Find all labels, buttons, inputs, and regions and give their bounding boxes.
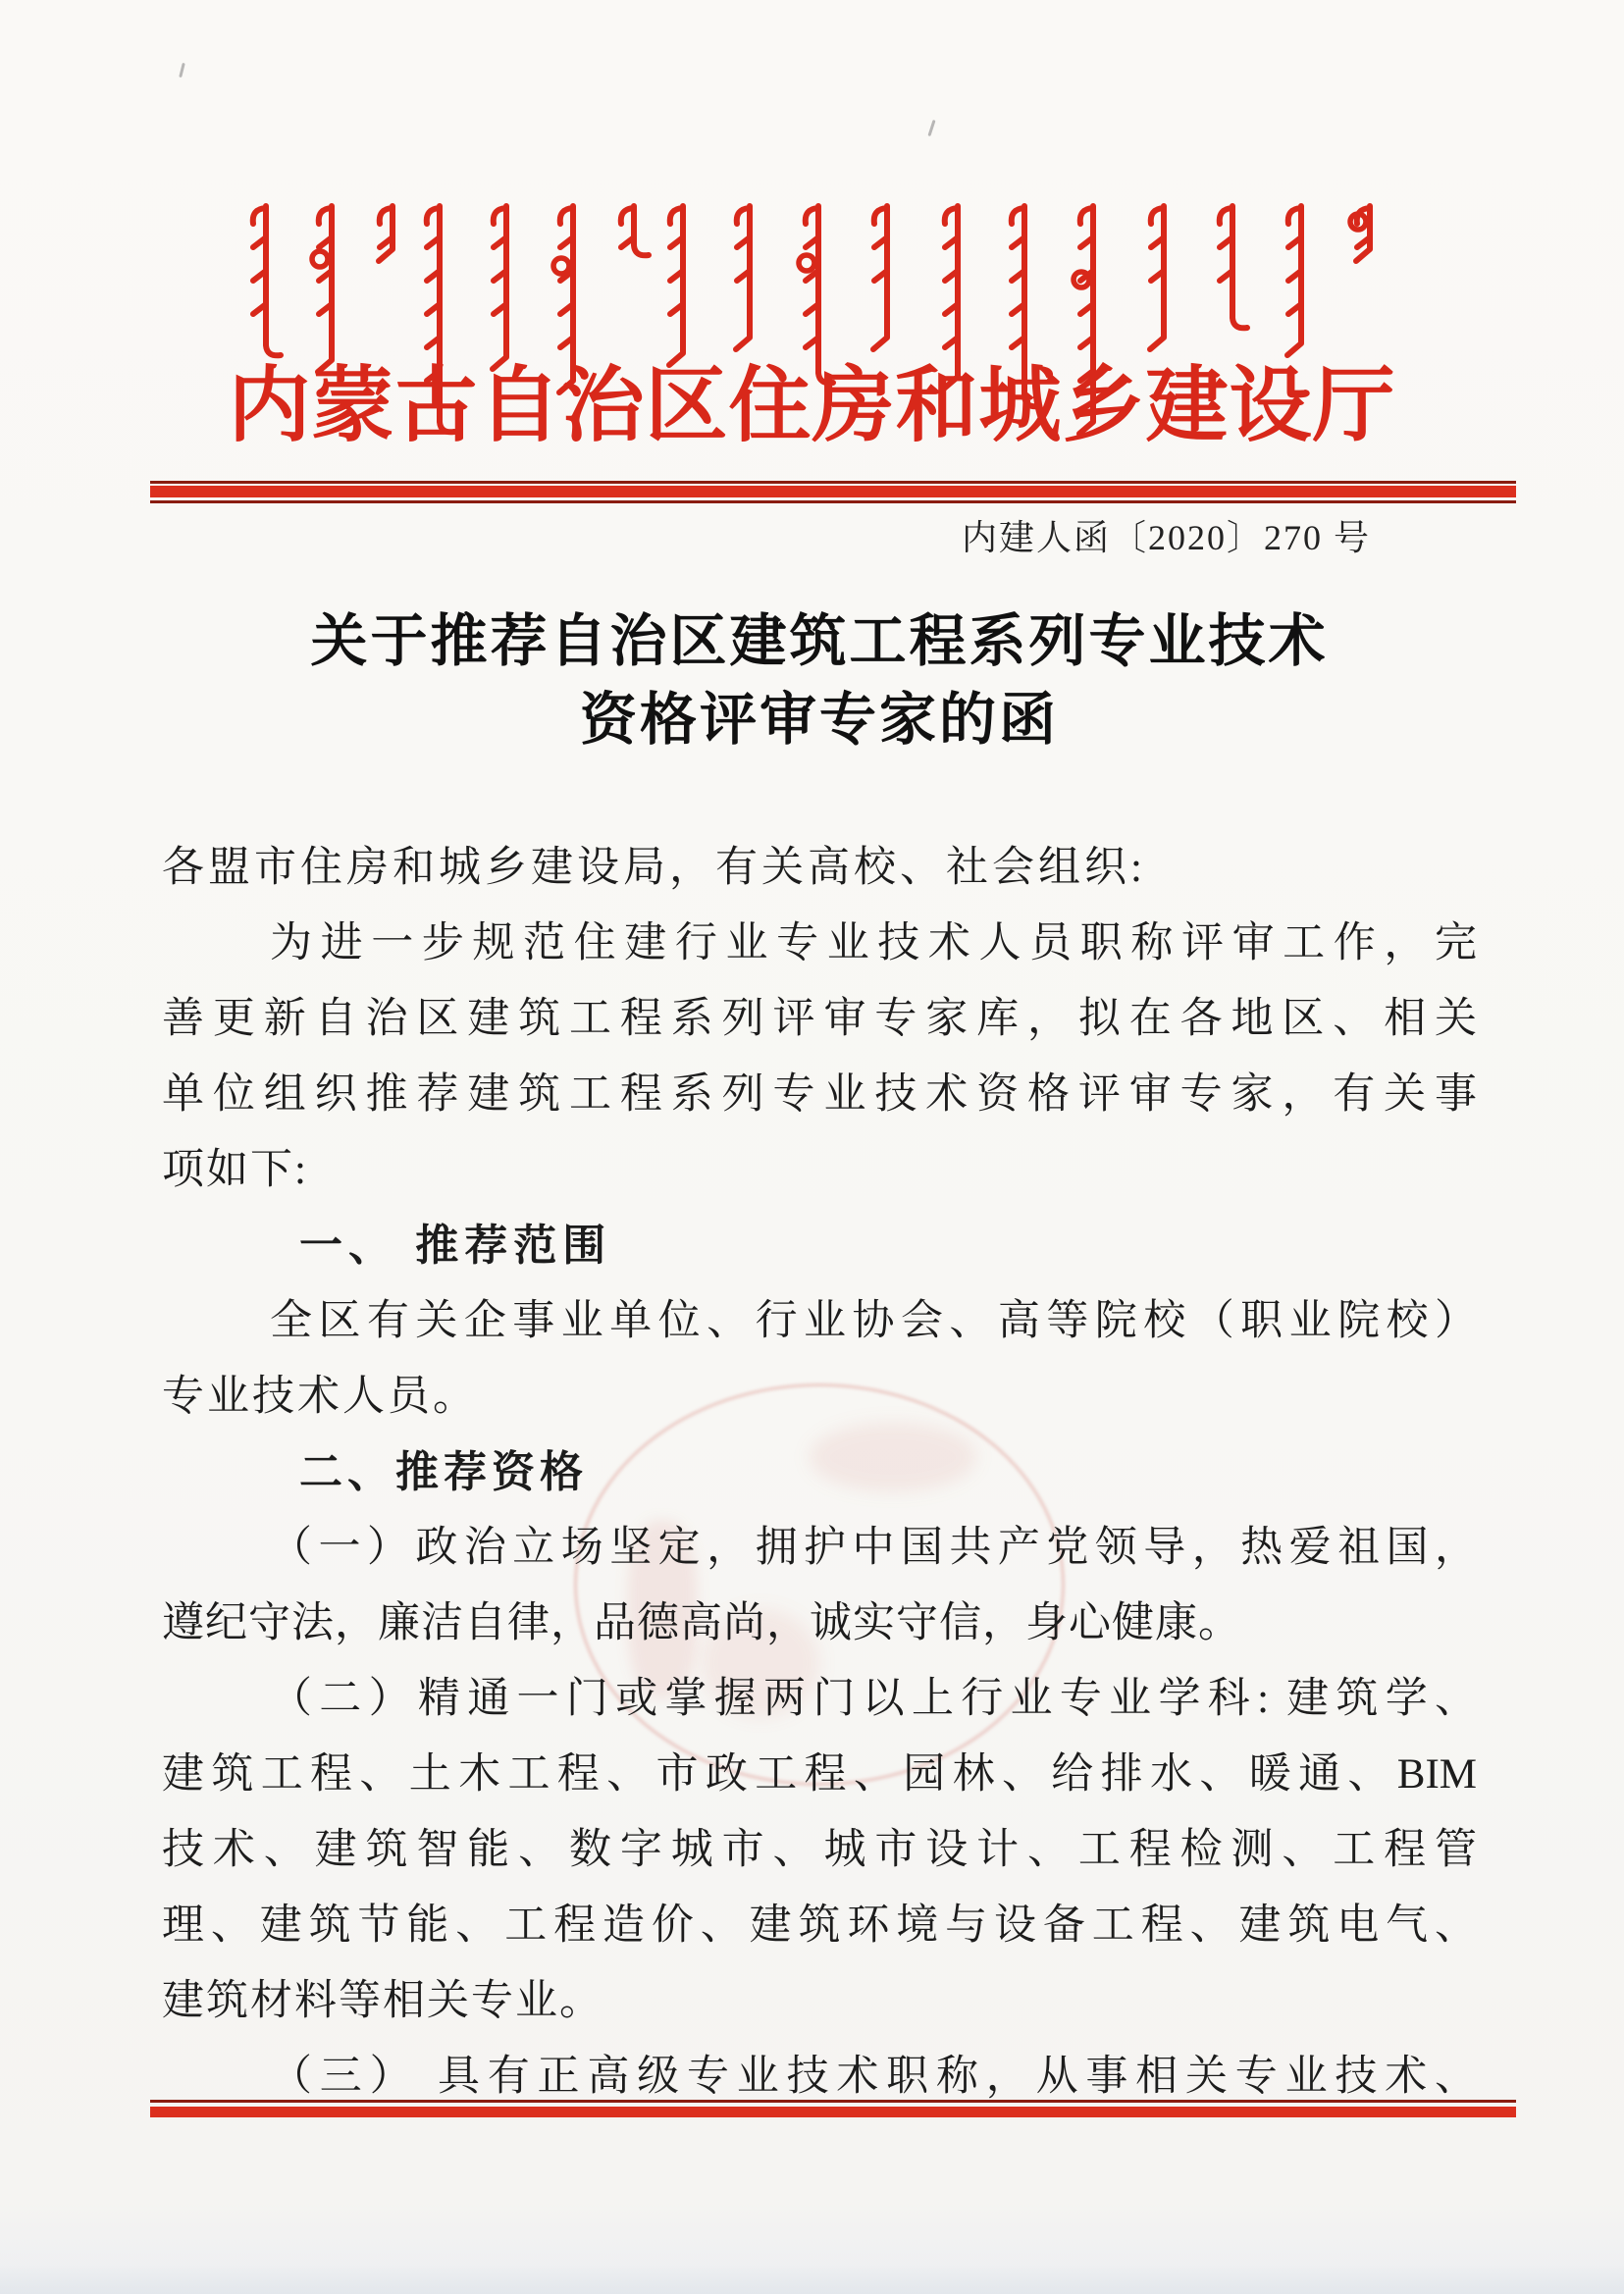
section-heading: 一、 推荐范围 <box>299 1222 612 1270</box>
separator-line-thick <box>150 486 1516 497</box>
mongolian-word-glyph <box>606 202 654 270</box>
document-title <box>162 602 1477 759</box>
separator-line-thin-top <box>150 481 1516 484</box>
footer-separator <box>150 2100 1516 2120</box>
body-line: 建筑工程、土木工程、市政工程、园林、给排水、暖通、BIM <box>162 1751 1477 1798</box>
mongolian-word-glyph <box>722 202 769 362</box>
body-line: 善更新自治区建筑工程系列评审专家库，拟在各地区、相关 <box>162 996 1477 1042</box>
mongolian-word-glyph <box>1205 202 1252 342</box>
mongolian-word-glyph <box>1136 202 1183 362</box>
body-line: 建筑材料等相关专业。 <box>162 1978 603 2024</box>
body-line: 全区有关企事业单位、行业协会、高等院校（职业院校） <box>270 1298 1477 1344</box>
body-text <box>162 830 1477 2114</box>
mongolian-word-glyph <box>1342 202 1389 274</box>
body-line: 各盟市住房和城乡建设局，有关高校、社会组织: <box>162 845 1146 891</box>
separator-line-thin-bottom <box>150 500 1516 503</box>
body-line: 单位组织推荐建筑工程系列专业技术资格评审专家，有关事 <box>162 1071 1477 1118</box>
body-line: 为进一步规范住建行业专业技术人员职称评审工作，完 <box>270 920 1477 966</box>
body-line: （一）政治立场坚定，拥护中国共产党领导，热爱祖国， <box>270 1525 1477 1571</box>
body-line: 技术、建筑智能、数字城市、城市设计、工程检测、工程管 <box>162 1827 1477 1873</box>
body-line: 专业技术人员。 <box>162 1374 478 1420</box>
section-heading: 二、推荐资格 <box>299 1448 588 1496</box>
body-line: （三） 具有正高级专业技术职称，从事相关专业技术、 <box>270 2054 1477 2100</box>
doc-number: 内建人函〔2020〕270 号 <box>961 518 1371 557</box>
body-line: （二）精通一门或掌握两门以上行业专业学科: 建筑学、 <box>270 1676 1477 1722</box>
document-title-line2: 资格评审专家的函 <box>579 688 1059 752</box>
document-title-line1: 关于推荐自治区建筑工程系列专业技术 <box>310 609 1329 673</box>
mongolian-word-glyph <box>365 202 412 274</box>
scanner-edge-shadow <box>0 2265 1624 2294</box>
header-separator <box>150 481 1516 503</box>
mongolian-word-glyph <box>860 202 907 362</box>
body-line: 项如下: <box>162 1147 308 1193</box>
masthead-title: 内蒙古自治区住房和城乡建设厅 <box>228 361 1396 452</box>
body-line: 理、建筑节能、工程造价、建筑环境与设备工程、建筑电气、 <box>162 1903 1477 1949</box>
separator-line-thin-top <box>150 2100 1516 2103</box>
body-line: 遵纪守法，廉洁自律，品德高尚，诚实守信，身心健康。 <box>162 1600 1241 1646</box>
separator-line-thick <box>150 2107 1516 2117</box>
